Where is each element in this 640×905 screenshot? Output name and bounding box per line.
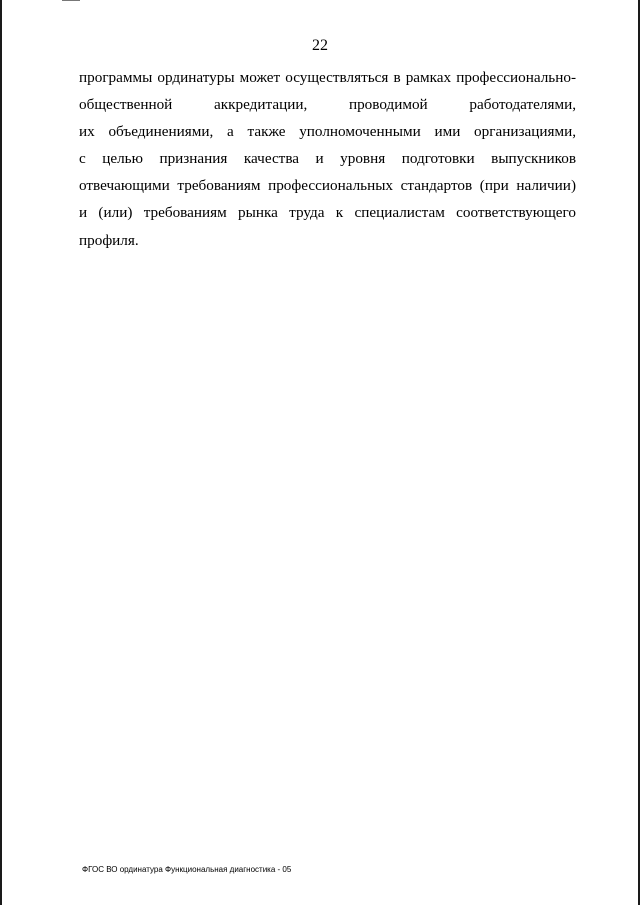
paragraph-line: с целью признания качества и уровня подготовки выпускников xyxy=(79,150,576,168)
paragraph-line: программы ординатуры может осуществляться в рамках профессионально- xyxy=(79,69,576,86)
scan-top-mark xyxy=(62,0,80,1)
paragraph-line: и (или) требованиям рынка труда к специалистам соответствующего xyxy=(79,204,576,222)
paragraph-line: профиля. xyxy=(79,231,139,249)
paragraph-line: их объединениями, а также уполномоченными ими организациями, xyxy=(79,123,576,141)
page-number: 22 xyxy=(312,37,328,54)
page-footer: ФГОС ВО ординатура Функциональная диагностика - 05 xyxy=(82,865,292,874)
paragraph-line: отвечающими требованиям профессиональных стандартов (при наличии) xyxy=(79,177,576,195)
body-paragraph xyxy=(79,64,576,254)
scan-border-left xyxy=(0,0,2,905)
paragraph-line: общественной аккредитации, проводимой работодателями, xyxy=(79,96,576,114)
